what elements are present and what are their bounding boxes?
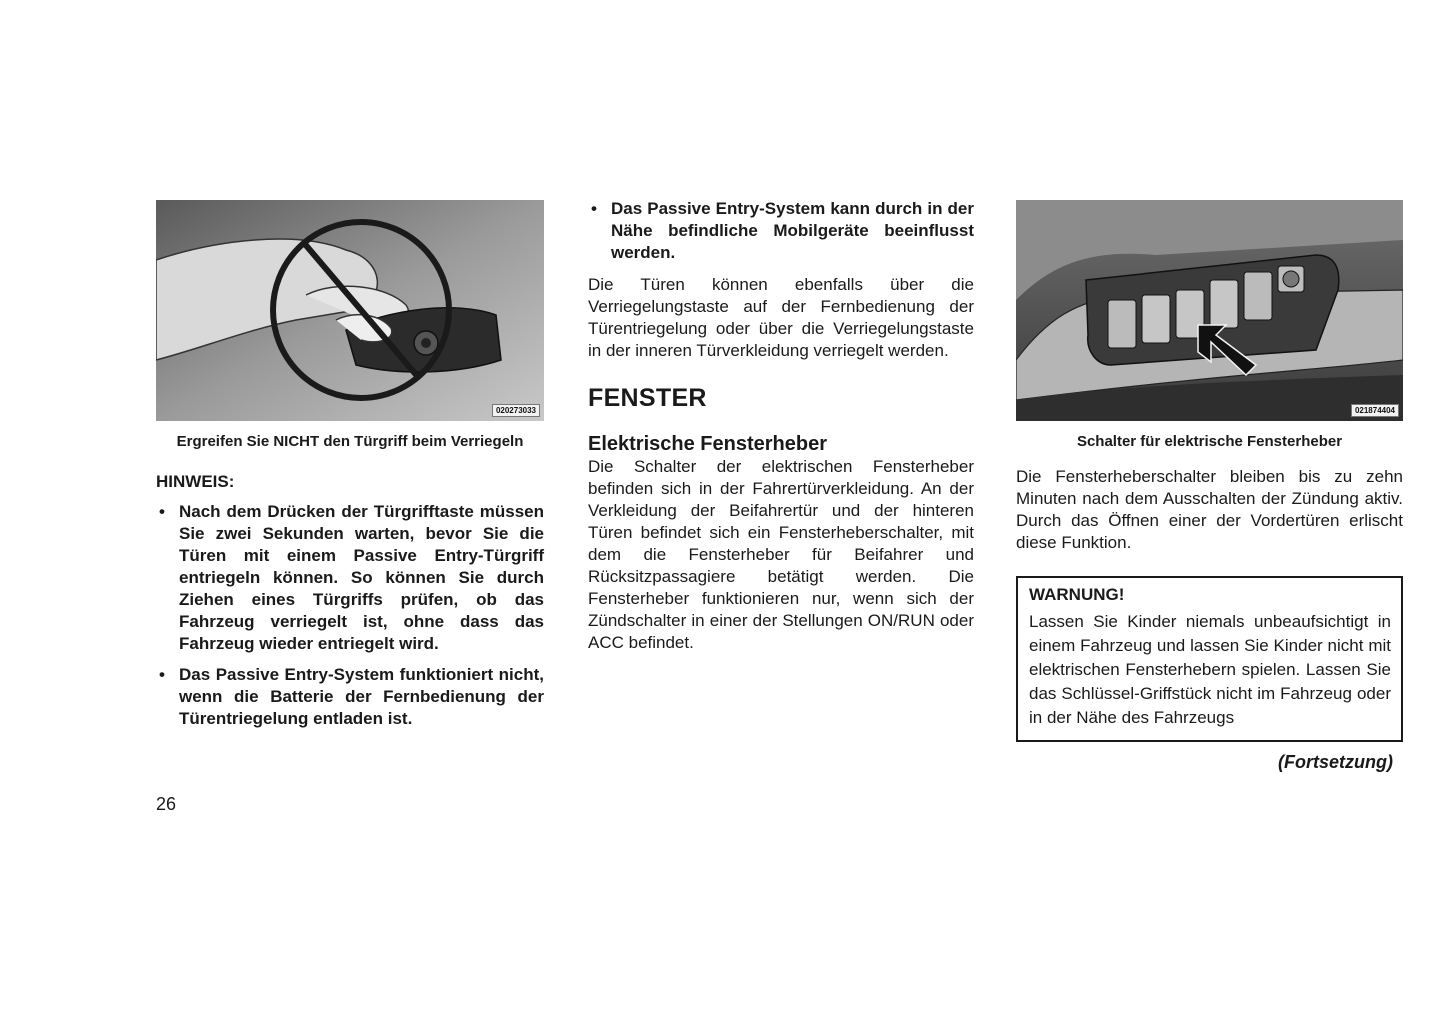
right-column [1016,200,1403,773]
left-column [156,200,544,730]
note-bullet-2: • Das Passive Entry-System funktioniert nicht, wenn die Batterie der Fernbedienung der Türentriegelung entladen ist. [156,664,544,730]
window-switch-paragraph: Die Fensterheberschalter bleiben bis zu zehn Minuten nach dem Ausschalten der Zündung aktiv. Durch das Öffnen einer der Vordertüren erlischt diese Funktion. [1016,467,1403,552]
figure-caption: Schalter für elektrische Fensterheber [1076,433,1343,450]
note-bullet-list [156,501,544,730]
subsection-title: Elektrische Fensterheber [588,433,827,455]
figure-caption: Ergreifen Sie NICHT den Türgriff beim Verriegeln [176,433,524,450]
warning-text: Lassen Sie Kinder niemals unbeaufsichtigt in einem Fahrzeug und lassen Sie Kinder nicht mit elektrischen Fensterhebern spielen. Lassen Sie das Schlüssel-Griffstück nicht im Fahrzeug oder in der Nähe des Fahrzeugs [1029,612,1391,727]
door-handle-illustration [156,200,544,421]
warning-box [1016,576,1403,742]
locking-paragraph: Die Türen können ebenfalls über die Verriegelungstaste auf der Fernbedienung der Türentriegelung oder über die Verriegelungstaste in der inneren Türverkleidung verriegelt werden. [588,275,974,360]
note-bullet-1: • Nach dem Drücken der Türgrifftaste müssen Sie zwei Sekunden warten, bevor Sie die Türen mit einem Passive Entry-Türgriff entriegeln können. So können Sie durch Ziehen eines Türgriffs prüfen, ob das Fahrzeug verriegelt ist, ohne dass das Fahrzeug wieder entriegelt wird. [156,501,544,655]
page-number: 26 [156,794,177,814]
door-handle-figure [156,200,544,421]
window-switch-illustration [1016,200,1403,421]
figure-code: 020273033 [492,404,540,417]
power-window-paragraph: Die Schalter der elektrischen Fensterheber befinden sich in der Fahrertürverkleidung. An der Verkleidung der Beifahrertür und der hinteren Türen befindet sich ein Fensterheberschalter, mit dem die Fensterheber für Beifahrer und Rücksitzpassagiere betätigt werden. Die Fensterheber funktionieren nur, wenn sich der Zündschalter in einer der Stellungen ON/RUN oder ACC befindet. [588,457,974,652]
mobile-device-bullet: • Das Passive Entry-System kann durch in der Nähe befindliche Mobilgeräte beeinflusst werden. [588,198,974,264]
middle-bullet-list [588,198,974,264]
figure-code: 021874404 [1351,404,1399,417]
middle-column [588,198,974,654]
window-switch-figure [1016,200,1403,421]
warning-title: WARNUNG! [1029,585,1125,604]
note-label: HINWEIS: [156,472,235,491]
continued-label: (Fortsetzung) [1278,752,1393,772]
section-title: FENSTER [588,384,707,412]
